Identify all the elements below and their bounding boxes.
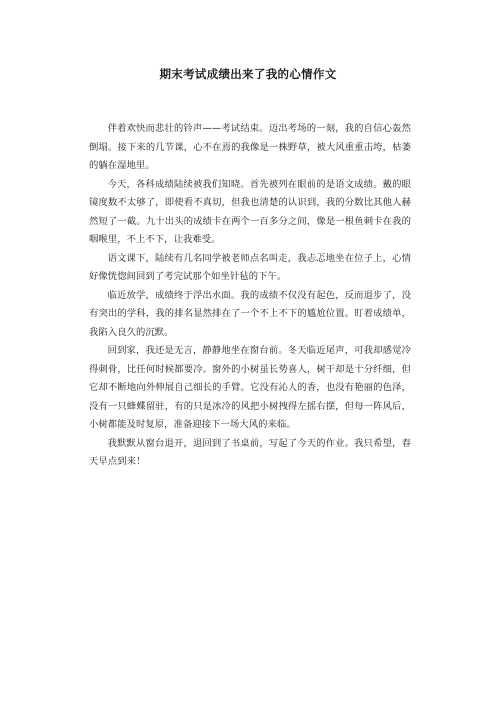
paragraph: 回到家，我还是无言，静静地坐在窗台前。冬天临近尾声，可我却感觉冷得刺骨，比任何时候都要冷。窗外的小树虽长势喜人，树干却是十分纤细，但它却不断地向外伸展自己细长的手臂。它没有沁人的香，也没有艳丽的色泽，没有一只蜂蝶留驻，有的只是冰冷的风把小树拽得左摇右摆，但每一阵风后，小树都能及时复原，准备迎接下一场大风的来临。 [89,345,411,430]
document-body [89,120,411,472]
paragraph: 伴着欢快而悲壮的铃声——考试结束。迈出考场的一刻，我的自信心轰然倒塌。接下来的几节课，心不在焉的我像是一株野草，被大风重重击垮，枯萎的躺在湿地里。 [89,123,411,171]
paragraph: 今天，各科成绩陆续被我们知晓。首先被列在眼前的是语文成绩。戴的眼镜度数不太够了，即使看不真切，但我也清楚的认识到，我的分数比其他人赫然短了一截。九十出头的成绩卡在两个一百多分之间，像是一根鱼刺卡在我的咽喉里，不上不下，让我难受。 [89,178,411,245]
document-title: 期末考试成绩出来了我的心情作文 [159,67,337,81]
paragraph: 我默默从窗台退开，退回到了书桌前，写起了今天的作业。我只希望，春天早点到来！ [89,437,411,467]
paragraph: 临近放学，成绩终于浮出水面。我的成绩不仅没有起色，反而退步了，没有突出的学科，我的排名显然排在了一个不上不下的尴尬位置。盯着成绩单，我陷入良久的沉默。 [89,289,411,338]
paragraph: 语文课下，陆续有几名同学被老师点名叫走，我忐忑地坐在位子上，心情好像恍惚间回到了考完试那个如坐针毡的下午。 [89,252,411,282]
